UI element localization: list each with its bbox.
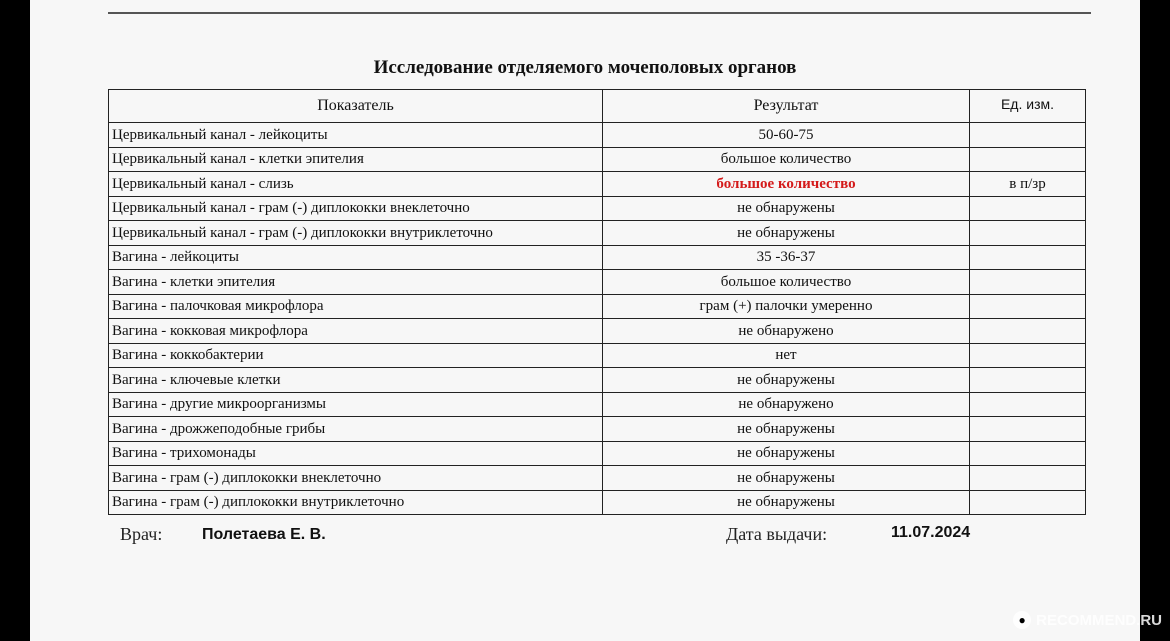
table-row: [109, 294, 1086, 319]
table-row: [109, 172, 1086, 197]
table-row: [109, 123, 1086, 148]
table-row: [109, 319, 1086, 344]
indicator-cell: Вагина - клетки эпителия: [109, 270, 603, 295]
result-cell: не обнаружены: [603, 417, 970, 442]
table-row: [109, 196, 1086, 221]
result-cell: не обнаружены: [603, 466, 970, 491]
document-title: Исследование отделяемого мочеполовых органов: [373, 57, 797, 78]
unit-cell: [970, 343, 1086, 368]
result-cell: не обнаружено: [603, 392, 970, 417]
indicator-cell: Цервикальный канал - грам (-) диплококки внутриклеточно: [109, 221, 603, 246]
indicator-cell: Цервикальный канал - лейкоциты: [109, 123, 603, 148]
indicator-cell: Цервикальный канал - слизь: [109, 172, 603, 197]
table-row: [109, 343, 1086, 368]
indicator-cell: Вагина - другие микроорганизмы: [109, 392, 603, 417]
result-cell: 50-60-75: [603, 123, 970, 148]
table-row: [109, 368, 1086, 393]
unit-cell: [970, 270, 1086, 295]
result-cell: не обнаружены: [603, 196, 970, 221]
unit-cell: [970, 123, 1086, 148]
header-indicator: Показатель: [109, 90, 603, 123]
watermark-text: RECOMMEND.RU: [1036, 611, 1162, 629]
table-row: [109, 245, 1086, 270]
table-row: [109, 466, 1086, 491]
header-unit: Ед. изм.: [970, 90, 1086, 123]
unit-cell: [970, 368, 1086, 393]
unit-cell: [970, 417, 1086, 442]
indicator-cell: Вагина - ключевые клетки: [109, 368, 603, 393]
results-table: [108, 89, 1086, 515]
indicator-cell: Вагина - лейкоциты: [109, 245, 603, 270]
result-cell: не обнаружены: [603, 221, 970, 246]
header-result: Результат: [603, 90, 970, 123]
table-row: [109, 441, 1086, 466]
unit-cell: [970, 294, 1086, 319]
table-row: [109, 490, 1086, 515]
unit-cell: в п/зр: [970, 172, 1086, 197]
watermark: [1013, 611, 1162, 629]
result-cell: большое количество: [603, 270, 970, 295]
table-row: [109, 147, 1086, 172]
indicator-cell: Вагина - грам (-) диплококки внутриклеточно: [109, 490, 603, 515]
doctor-name: Полетаева Е. В.: [202, 526, 326, 543]
recommend-logo-icon: ●: [1013, 611, 1031, 629]
unit-cell: [970, 319, 1086, 344]
result-cell: большое количество: [603, 147, 970, 172]
document-page: [30, 0, 1140, 641]
result-cell: 35 -36-37: [603, 245, 970, 270]
table-row: [109, 221, 1086, 246]
table-row: [109, 392, 1086, 417]
indicator-cell: Вагина - грам (-) диплококки внеклеточно: [109, 466, 603, 491]
indicator-cell: Вагина - трихомонады: [109, 441, 603, 466]
table-row: [109, 417, 1086, 442]
unit-cell: [970, 441, 1086, 466]
indicator-cell: Цервикальный канал - грам (-) диплококки внеклеточно: [109, 196, 603, 221]
result-cell: грам (+) палочки умеренно: [603, 294, 970, 319]
result-cell: не обнаружены: [603, 441, 970, 466]
top-divider: [108, 12, 1091, 14]
indicator-cell: Вагина - дрожжеподобные грибы: [109, 417, 603, 442]
unit-cell: [970, 490, 1086, 515]
unit-cell: [970, 466, 1086, 491]
issue-date-label: Дата выдачи:: [726, 524, 828, 544]
result-cell: не обнаружены: [603, 368, 970, 393]
unit-cell: [970, 392, 1086, 417]
table-row: [109, 270, 1086, 295]
unit-cell: [970, 196, 1086, 221]
indicator-cell: Цервикальный канал - клетки эпителия: [109, 147, 603, 172]
indicator-cell: Вагина - коккобактерии: [109, 343, 603, 368]
unit-cell: [970, 245, 1086, 270]
result-cell: не обнаружены: [603, 490, 970, 515]
unit-cell: [970, 147, 1086, 172]
indicator-cell: Вагина - кокковая микрофлора: [109, 319, 603, 344]
result-cell: нет: [603, 343, 970, 368]
issue-date-value: 11.07.2024: [891, 524, 971, 541]
result-cell: большое количество: [603, 172, 970, 197]
result-cell: не обнаружено: [603, 319, 970, 344]
doctor-label: Врач:: [120, 524, 163, 544]
indicator-cell: Вагина - палочковая микрофлора: [109, 294, 603, 319]
table-header-row: [109, 90, 1086, 123]
unit-cell: [970, 221, 1086, 246]
